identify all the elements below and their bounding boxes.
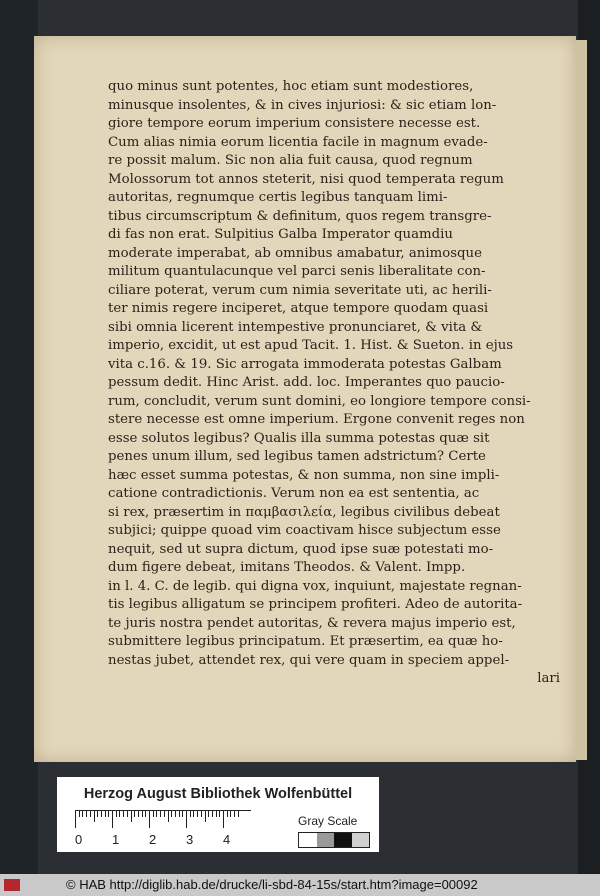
text-line: giore tempore eorum imperium consistere necesse est. [108, 116, 481, 131]
ruler-tick [208, 810, 209, 817]
text-line: Cum alias nimia eorum licentia facile in magnum evade- [108, 134, 488, 150]
library-name: Herzog August Bibliothek Wolfenbüttel [83, 786, 353, 802]
text-line: te juris nostra pendet autoritas, & revera majus imperio est, [108, 615, 516, 631]
text-line: hæc esset summa potestas, & non summa, non sine impli- [108, 467, 500, 483]
ruler-tick [116, 810, 117, 817]
ruler-tick [94, 810, 95, 822]
page-body-text [108, 78, 564, 689]
text-line: moderate imperabat, ab omnibus amabatur, animosque [108, 245, 482, 261]
text-line: vita c.16. & 19. Sic arrogata immoderata potestas Galbam [108, 356, 502, 372]
gray-swatch [317, 833, 335, 847]
ruler-tick [168, 810, 169, 822]
text-line: catione contradictionis. Verum non ea est sententia, ac [108, 486, 480, 501]
ruler-tick [190, 810, 191, 817]
text-line: stere necesse est omne imperium. Ergone convenit reges non [108, 412, 525, 427]
text-line: quo minus sunt potentes, hoc etiam sunt modestiores, [108, 79, 474, 94]
text-line: ciliare poterat, verum cum nimia severitate uti, ac herili- [108, 282, 492, 298]
ruler-tick [179, 810, 180, 817]
ruler-tick [153, 810, 154, 817]
ruler-tick [112, 810, 113, 828]
text-line: subjici; quippe quoad vim coactivam hisce subjectum esse [108, 523, 501, 538]
scan-background-left [0, 0, 38, 896]
text-line: rum, concludit, verum sunt domini, eo longiore tempore consi- [108, 393, 531, 409]
ruler-tick [108, 810, 109, 817]
ruler-tick [160, 810, 161, 817]
text-line: Molossorum tot annos steterit, nisi quod temperata regum [108, 171, 504, 187]
gray-swatch [352, 833, 370, 847]
ruler-number: 3 [186, 832, 194, 847]
gray-scale-swatches [298, 832, 370, 848]
gray-swatch [334, 833, 352, 847]
gray-scale-label: Gray Scale [298, 814, 358, 828]
ruler-tick [127, 810, 128, 817]
ruler-tick [86, 810, 87, 817]
ruler-tick [182, 810, 183, 817]
ruler-tick [149, 810, 150, 828]
ruler-tick [238, 810, 239, 817]
centimeter-ruler [75, 810, 290, 830]
viewer-footer [0, 874, 600, 896]
ruler-tick [212, 810, 213, 817]
library-logo-icon [4, 879, 20, 891]
ruler-tick [193, 810, 194, 817]
ruler-tick [101, 810, 102, 817]
ruler-tick [230, 810, 231, 817]
ruler-tick [131, 810, 132, 822]
ruler-tick [138, 810, 139, 817]
ruler-tick [119, 810, 120, 817]
text-line: autoritas, regnumque certis legibus tanquam limi- [108, 190, 448, 205]
text-line: re possit malum. Sic non alia fuit causa, quod regnum [108, 153, 473, 168]
ruler-tick [75, 810, 76, 828]
text-line: submittere legibus principatum. Et præsertim, ea quæ ho- [108, 634, 503, 649]
text-line: nestas jubet, attendet rex, qui vere quam in speciem appel- [108, 652, 510, 668]
catchword: lari [537, 671, 560, 686]
ruler-tick [97, 810, 98, 817]
text-line: nequit, sed ut supra dictum, quod ipse suæ potestati mo- [108, 541, 494, 557]
ruler-tick [79, 810, 80, 817]
text-line: minusque insolentes, & in cives injuriosi: & sic etiam lon- [108, 97, 497, 113]
ruler-tick [105, 810, 106, 817]
footer-copyright-link[interactable]: © HAB http://diglib.hab.de/drucke/li-sbd-84-15s/start.htm?image=00092 [66, 877, 478, 892]
ruler-tick [134, 810, 135, 817]
text-line: di fas non erat. Sulpitius Galba Imperator quamdiu [108, 227, 453, 242]
ruler-tick [164, 810, 165, 817]
ruler-tick [90, 810, 91, 817]
color-calibration-card [57, 777, 379, 852]
text-line: ter nimis regere inciperet, atque tempore quodam quasi [108, 301, 489, 316]
ruler-tick [171, 810, 172, 817]
ruler-tick [223, 810, 224, 828]
ruler-number: 1 [112, 832, 120, 847]
ruler-tick [205, 810, 206, 822]
ruler-tick [186, 810, 187, 828]
text-line: pessum dedit. Hinc Arist. add. loc. Imperantes quo paucio- [108, 375, 505, 390]
ruler-tick [216, 810, 217, 817]
text-line: sibi omnia licerent intempestive pronunciaret, & vita & [108, 319, 483, 335]
text-line: militum quantulacunque vel parci senis liberalitate con- [108, 264, 486, 279]
ruler-tick [82, 810, 83, 817]
text-line: si rex, præsertim in παμβασιλεία, legibus civilibus debeat [108, 504, 500, 520]
text-line: tis legibus alligatum se principem profiteri. Adeo de autorita- [108, 597, 523, 612]
gray-swatch [299, 833, 317, 847]
text-line: esse solutos legibus? Qualis illa summa potestas quæ sit [108, 430, 490, 446]
ruler-number: 4 [223, 832, 231, 847]
text-line: imperio, excidit, ut est apud Tacit. 1. Hist. & Sueton. in ejus [108, 338, 514, 353]
text-line: tibus circumscriptum & definitum, quos regem transgre- [108, 208, 492, 224]
ruler-tick [156, 810, 157, 817]
ruler-tick [145, 810, 146, 817]
ruler-number: 2 [149, 832, 157, 847]
text-line: dum figere debeat, imitans Theodos. & Valent. Impp. [108, 560, 466, 575]
ruler-tick [201, 810, 202, 817]
ruler-tick [234, 810, 235, 817]
ruler-tick [175, 810, 176, 817]
text-line: in l. 4. C. de legib. qui digna vox, inquiunt, majestate regnan- [108, 578, 522, 594]
ruler-tick [197, 810, 198, 817]
ruler-tick [123, 810, 124, 817]
ruler-tick [142, 810, 143, 817]
text-line: penes unum illum, sed legibus tamen adstrictum? Certe [108, 449, 486, 464]
ruler-numbers [75, 832, 275, 848]
ruler-tick [227, 810, 228, 817]
ruler-tick [219, 810, 220, 817]
ruler-number: 0 [75, 832, 83, 847]
